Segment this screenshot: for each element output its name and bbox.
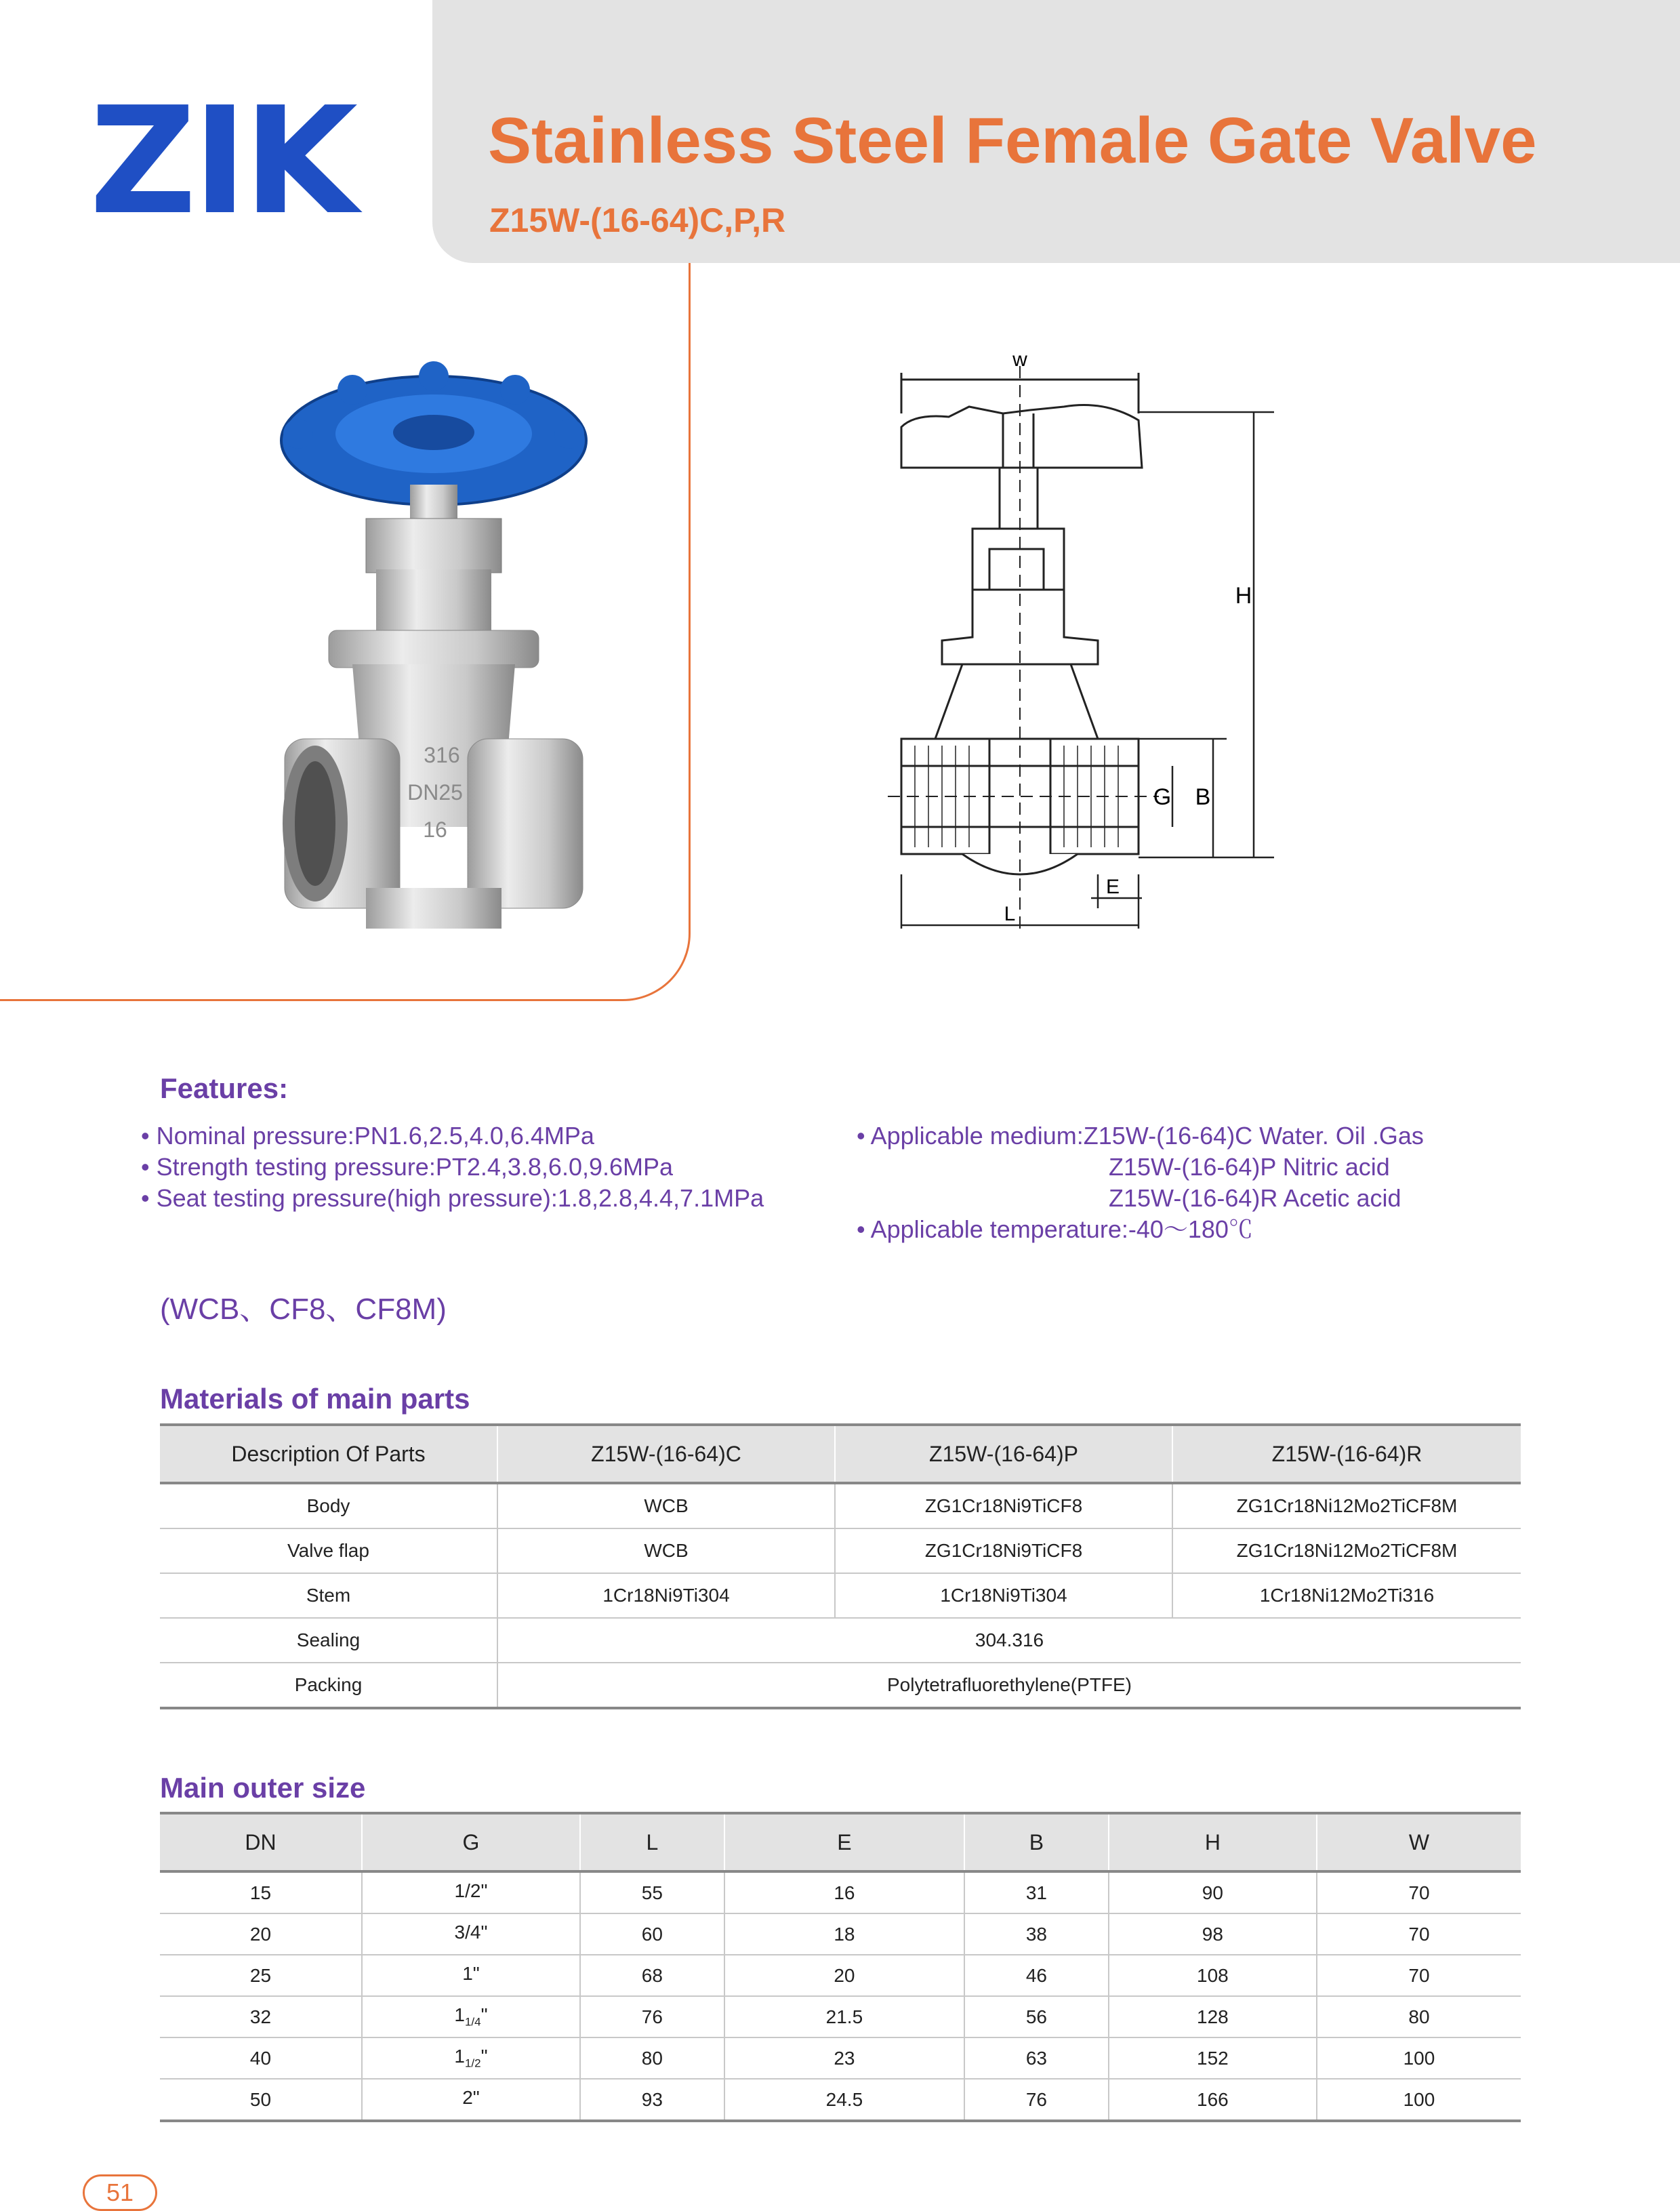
photo-marking-pn: 16 [423, 817, 447, 842]
dimension-l-label: L [1004, 903, 1016, 925]
medium-nitric-acid: Z15W-(16-64)P Nitric acid [1109, 1153, 1390, 1181]
medium-acetic-acid: Z15W-(16-64)R Acetic acid [1109, 1184, 1401, 1212]
table-row: 40 $1_{1/2}$" 80 23 63 152 100 [160, 2037, 1521, 2079]
table-row: Packing Polytetrafluorethylene(PTFE) [160, 1663, 1521, 1708]
materials-title: Materials of main parts [160, 1383, 470, 1415]
brand-logo: ZIK [89, 76, 354, 247]
medium-water-oil-gas: Z15W-(16-64)C Water. Oil .Gas [1083, 1122, 1424, 1150]
photo-marking-material: 316 [424, 743, 460, 767]
valve-technical-drawing [874, 346, 1294, 956]
size-header-row: DN G L E B H W [160, 1813, 1521, 1871]
feature-item-temperature: • Applicable temperature:-40～180℃ [857, 1215, 1253, 1243]
table-row: 20 3/4" 60 18 38 98 70 [160, 1913, 1521, 1955]
dimension-e-label: E [1105, 876, 1120, 898]
table-row: Valve flap WCB ZG1Cr18Ni9TiCF8 ZG1Cr18Ni12Mo2TiCF8M [160, 1528, 1521, 1573]
materials-header-cell: Z15W-(16-64)P [835, 1425, 1172, 1483]
dimension-h-label: H [1235, 583, 1252, 609]
feature-item: • Seat testing pressure(high pressure):1.8,2.8,4.4,7.1MPa [141, 1184, 764, 1212]
outer-size-table [160, 1812, 1521, 2122]
table-row: 50 2" 93 24.5 76 166 100 [160, 2079, 1521, 2121]
photo-marking-dn: DN25 [407, 780, 463, 805]
features-left-list [141, 1120, 764, 1214]
features-title: Features: [160, 1072, 289, 1104]
feature-item: • Strength testing pressure:PT2.4,3.8,6.0,9.6MPa [141, 1153, 674, 1181]
table-row: 32 $1_{1/4}$" 76 21.5 56 128 80 [160, 1996, 1521, 2037]
features-right-list [857, 1120, 1424, 1245]
page-title: Stainless Steel Female Gate Valve [488, 104, 1537, 177]
dimension-w-label: w [1012, 348, 1027, 371]
materials-note: (WCB、CF8、CF8M) [160, 1293, 447, 1326]
dimension-g-label: G [1153, 784, 1172, 810]
table-row: Body WCB ZG1Cr18Ni9TiCF8 ZG1Cr18Ni12Mo2TiCF8M [160, 1483, 1521, 1528]
table-row: 25 1" 68 20 46 108 70 [160, 1955, 1521, 1996]
materials-header-row [160, 1425, 1521, 1483]
page-number: 51 [83, 2174, 157, 2211]
size-table-body [160, 1871, 1521, 2121]
valve-photo [258, 352, 610, 962]
feature-item: • Nominal pressure:PN1.6,2.5,4.0,6.4MPa [141, 1122, 594, 1150]
dimension-b-label: B [1195, 784, 1211, 810]
table-row: Stem 1Cr18Ni9Ti304 1Cr18Ni9Ti304 1Cr18Ni12Mo2Ti316 [160, 1573, 1521, 1618]
feature-item-medium: • Applicable medium:Z15W-(16-64)C Water. Oil .Gas [857, 1122, 1424, 1150]
model-subtitle: Z15W-(16-64)C,P,R [489, 201, 786, 239]
materials-table [160, 1423, 1521, 1709]
materials-header-cell: Description Of Parts [160, 1425, 497, 1483]
materials-header-cell: Z15W-(16-64)R [1172, 1425, 1521, 1483]
table-row: 15 1/2" 55 16 31 90 70 [160, 1871, 1521, 1913]
outer-size-title: Main outer size [160, 1772, 366, 1804]
table-row: Sealing 304.316 [160, 1618, 1521, 1663]
materials-header-cell: Z15W-(16-64)C [497, 1425, 835, 1483]
